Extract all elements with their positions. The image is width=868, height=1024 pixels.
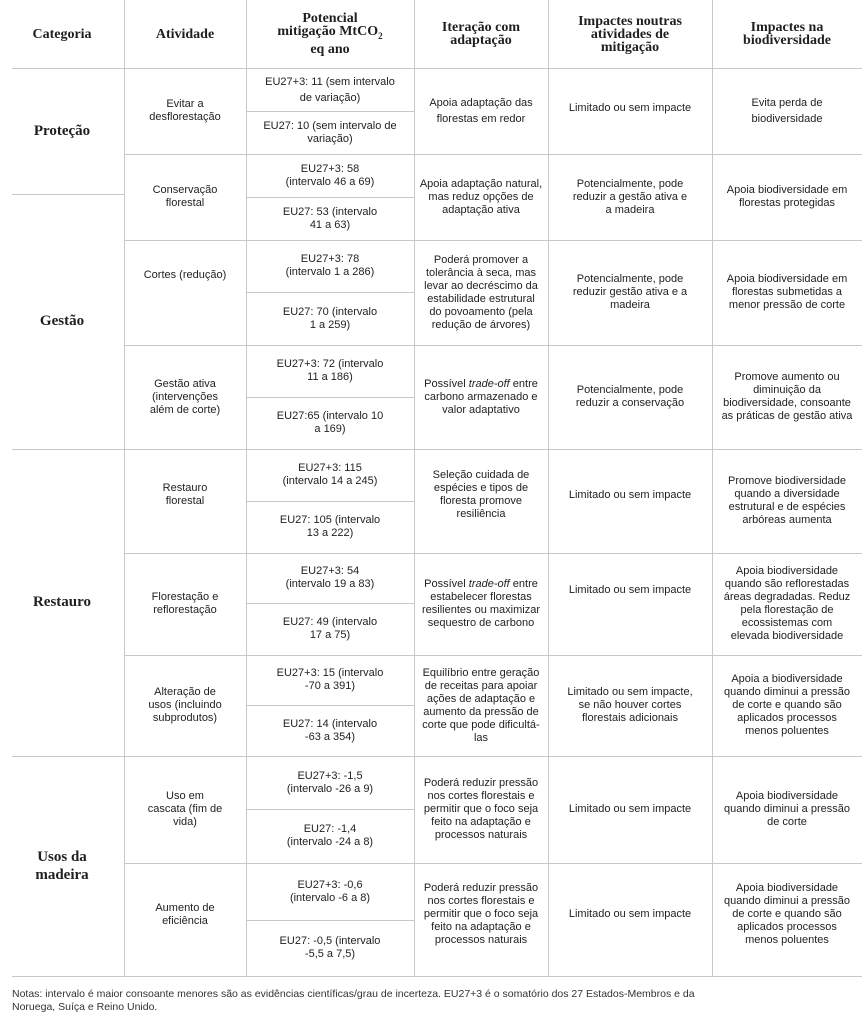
impacte-mitigacao-cell: Potencialmente, pode reduzir a gestão ativa e a madeira	[572, 177, 688, 216]
divider	[246, 603, 414, 604]
divider	[246, 920, 414, 921]
header-categoria: Categoria	[32, 26, 92, 42]
iteracao-cell: Poderá promover a tolerância à seca, mas levar ao decréscimo da estabilidade estrutural do povoamento (pela redução de árvores)	[424, 253, 538, 331]
atividade-gestao-ativa: Gestão ativa (intervenções além de corte)	[149, 377, 221, 416]
valor-eu27: EU27:65 (intervalo 10 a 169)	[276, 410, 384, 435]
divider	[246, 501, 414, 502]
divider	[246, 0, 247, 976]
valor-eu27: EU27: 105 (intervalo 13 a 222)	[279, 514, 381, 539]
impacte-biodiversidade-cell: Evita perda de biodiversidade	[751, 97, 823, 125]
atividade-evitar-desflorestacao: Evitar a desflorestação	[149, 98, 221, 123]
iteracao-cell: Equilíbrio entre geração de receitas para apoiar ações de adaptação e aumento da pressão de corte que pode dificultá-las	[422, 666, 540, 744]
header-potencial-subscript: 2	[378, 30, 383, 41]
header-potencial-line2: mitigação MtCO	[277, 24, 379, 40]
divider	[124, 154, 862, 155]
impacte-biodiversidade-cell: Promove aumento ou diminuição da biodiversidade, consoante as práticas de gestão ativa	[721, 371, 853, 422]
impacte-mitigacao-cell: Limitado ou sem impacte	[568, 908, 692, 920]
divider	[124, 655, 862, 656]
valor-eu27: EU27: 10 (sem intervalo de variação)	[263, 119, 397, 145]
valor-eu27: EU27: 53 (intervalo 41 a 63)	[282, 205, 378, 231]
divider	[712, 0, 713, 976]
divider	[12, 976, 862, 977]
impacte-mitigacao-cell: Limitado ou sem impacte	[568, 803, 692, 815]
category-usos-madeira: Usos da madeira	[35, 849, 89, 883]
valor-eu27-3: EU27+3: 54 (intervalo 19 a 83)	[285, 565, 375, 590]
header-impactes-mitigacao: Impactes noutras atividades de mitigação	[578, 13, 682, 55]
valor-eu27: EU27: 49 (intervalo 17 a 75)	[282, 616, 378, 641]
atividade-cortes-reducao: Cortes (redução)	[143, 268, 227, 281]
impacte-mitigacao-cell: Potencialmente, pode reduzir gestão ativa e a madeira	[572, 273, 688, 311]
impacte-biodiversidade-cell: Apoia biodiversidade quando são reflorestadas áreas degradadas. Reduz pela florestação de ecossistemas com elevada biodiversidade	[723, 565, 851, 642]
divider	[12, 449, 862, 450]
impacte-biodiversidade-cell: Apoia biodiversidade em florestas submetidas a menor pressão de corte	[726, 273, 848, 311]
atividade-uso-cascata: Uso em cascata (fim de vida)	[147, 790, 223, 828]
header-potencial	[246, 0, 414, 68]
valor-eu27-3: EU27+3: 58 (intervalo 46 a 69)	[285, 162, 375, 188]
header-impactes-biodiversidade: Impactes na biodiversidade	[743, 20, 831, 48]
impacte-biodiversidade-cell: Apoia biodiversidade quando diminui a pressão de corte	[724, 790, 850, 828]
header-iteracao: Iteração com adaptação	[441, 20, 521, 48]
divider	[12, 68, 862, 69]
impacte-biodiversidade-cell: Apoia biodiversidade quando diminui a pressão de corte e quando são aplicados processos menos poluentes	[724, 882, 850, 946]
divider	[548, 0, 549, 976]
iteracao-cell: Poderá reduzir pressão nos cortes florestais e permitir que o foco seja feito na adaptação e processos naturais	[423, 882, 539, 946]
table-notes: Notas: intervalo é maior consoante menores são as evidências científicas/grau de incerteza. EU27+3 é o somatório dos 27 Estados-Membros e da Noruega, Suíça e Reino Unido.	[12, 988, 695, 1013]
divider	[246, 397, 414, 398]
valor-eu27: EU27: 14 (intervalo -63 a 354)	[282, 717, 378, 743]
header-potencial-line3: eq ano	[310, 41, 350, 57]
divider	[124, 863, 862, 864]
impacte-mitigacao-cell: Limitado ou sem impacte	[568, 584, 692, 596]
valor-eu27-3: EU27+3: 78 (intervalo 1 a 286)	[285, 253, 375, 278]
iteracao-cell: Possível trade-off entre estabelecer florestas resilientes ou maximizar sequestro de carbono	[422, 578, 540, 629]
atividade-aumento-eficiencia: Aumento de eficiência	[155, 901, 215, 927]
divider	[246, 292, 414, 293]
valor-eu27: EU27: -1,4 (intervalo -24 a 8)	[286, 823, 374, 848]
divider	[12, 756, 862, 757]
divider	[124, 240, 862, 241]
impacte-biodiversidade-cell: Apoia biodiversidade em florestas protegidas	[726, 184, 848, 209]
divider	[124, 0, 125, 976]
valor-eu27-3: EU27+3: -1,5 (intervalo -26 a 9)	[286, 769, 374, 795]
header-atividade: Atividade	[155, 26, 215, 42]
valor-eu27-3: EU27+3: 11 (sem intervalo de variação)	[265, 75, 395, 104]
iteracao-cell: Apoia adaptação das florestas em redor	[429, 97, 533, 125]
divider	[124, 345, 862, 346]
atividade-restauro-florestal: Restauro florestal	[162, 482, 208, 507]
iteracao-cell: Apoia adaptação natural, mas reduz opções de adaptação ativa	[419, 177, 543, 216]
iteracao-cell: Poderá reduzir pressão nos cortes florestais e permitir que o foco seja feito na adaptação e processos naturais	[423, 777, 539, 841]
category-gestao: Gestão	[39, 313, 85, 329]
impacte-biodiversidade-cell: Promove biodiversidade quando a diversidade estrutural e de espécies arbóreas aumenta	[727, 475, 846, 526]
impacte-mitigacao-cell: Limitado ou sem impacte	[568, 101, 692, 114]
atividade-florestacao-reflorestacao: Florestação e reflorestação	[151, 591, 219, 616]
divider	[246, 197, 414, 198]
impacte-biodiversidade-cell: Apoia a biodiversidade quando diminui a pressão de corte e quando são aplicados processos menos poluentes	[724, 673, 850, 737]
valor-eu27-3: EU27+3: 115 (intervalo 14 a 245)	[282, 462, 378, 487]
atividade-conservacao-florestal: Conservação florestal	[152, 184, 218, 209]
divider	[246, 705, 414, 706]
impacte-mitigacao-cell: Limitado ou sem impacte	[568, 488, 692, 501]
divider	[246, 809, 414, 810]
divider	[124, 553, 862, 554]
valor-eu27: EU27: 70 (intervalo 1 a 259)	[282, 305, 378, 331]
valor-eu27-3: EU27+3: -0,6 (intervalo -6 a 8)	[289, 878, 371, 904]
divider	[12, 194, 124, 195]
impacte-mitigacao-cell: Limitado ou sem impacte, se não houver cortes florestais adicionais	[567, 686, 693, 724]
iteracao-cell: Seleção cuidada de espécies e tipos de floresta promove resiliência	[432, 469, 530, 520]
impacte-mitigacao-cell: Potencialmente, pode reduzir a conservação	[575, 384, 685, 409]
iteracao-cell: Possível trade-off entre carbono armazenado e valor adaptativo	[424, 377, 538, 416]
category-protecao: Proteção	[33, 123, 91, 139]
divider	[414, 0, 415, 976]
header-potencial-line1: Potencial	[302, 11, 358, 27]
valor-eu27-3: EU27+3: 15 (intervalo -70 a 391)	[276, 667, 384, 692]
category-restauro: Restauro	[32, 594, 92, 610]
valor-eu27: EU27: -0,5 (intervalo -5,5 a 7,5)	[279, 935, 381, 960]
atividade-alteracao-usos: Alteração de usos (incluindo subprodutos)	[148, 686, 222, 724]
divider	[246, 111, 414, 112]
valor-eu27-3: EU27+3: 72 (intervalo 11 a 186)	[276, 358, 384, 383]
